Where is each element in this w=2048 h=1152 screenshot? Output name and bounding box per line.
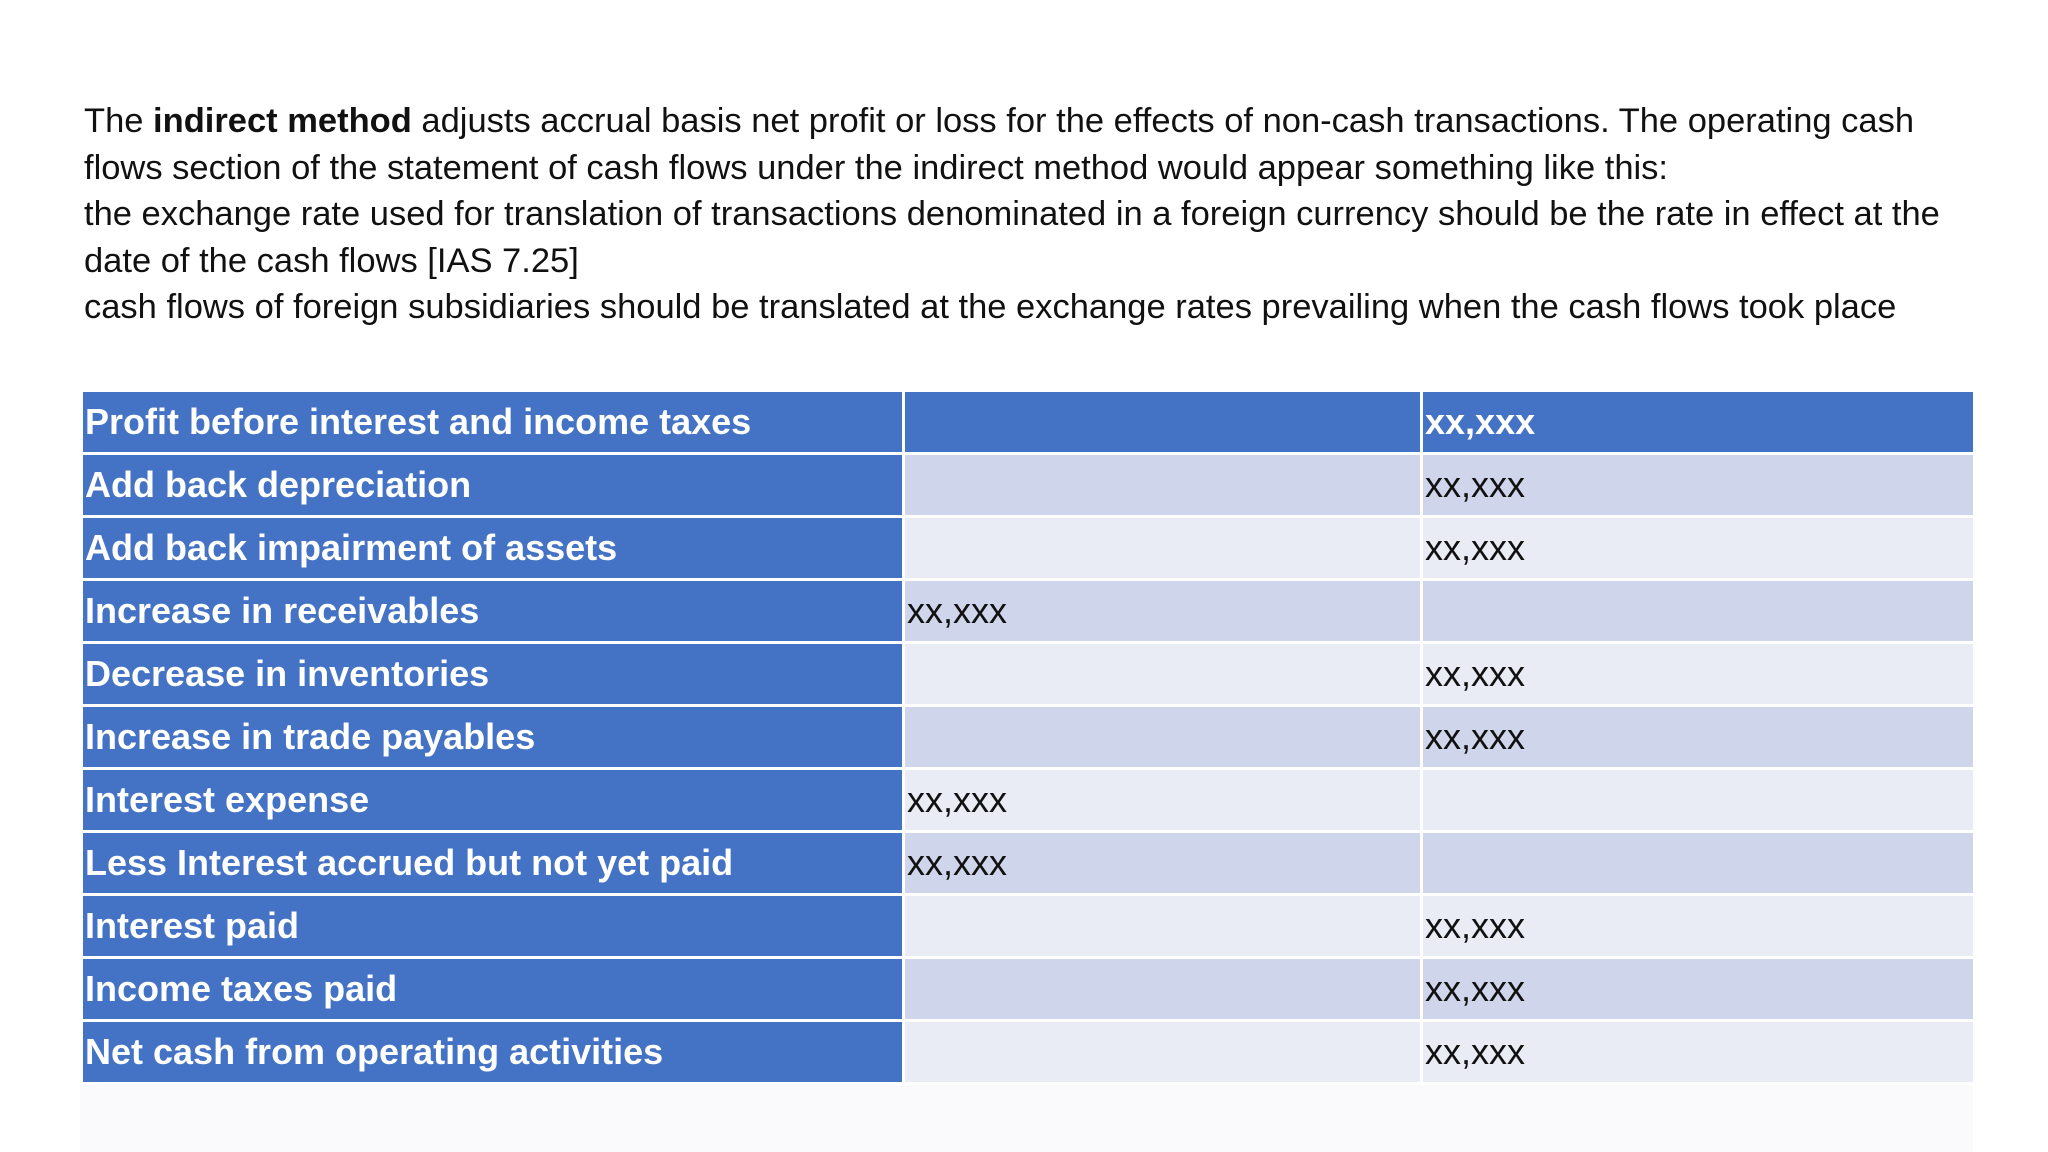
- table-row: [82, 454, 1975, 517]
- row-value-col3: [1422, 769, 1975, 832]
- row-value-col3: xx,xxx: [1422, 454, 1975, 517]
- row-label: Less Interest accrued but not yet paid: [82, 832, 904, 895]
- slide-footer-band: [80, 1085, 1973, 1152]
- table-row: [82, 769, 1975, 832]
- intro-bold-term: indirect method: [153, 102, 412, 140]
- table-row: [82, 391, 1975, 454]
- intro-paragraph: [84, 98, 1984, 191]
- table-row: [82, 832, 1975, 895]
- row-value-col3: [1422, 580, 1975, 643]
- operating-cash-flows-table: [80, 389, 1976, 1085]
- foreign-subsidiaries-note: cash flows of foreign subsidiaries should be translated at the exchange rates prevailing when the cash flows took place: [84, 288, 1897, 326]
- table-row: [82, 895, 1975, 958]
- row-value-col2: [904, 1021, 1422, 1084]
- row-label: Interest paid: [82, 895, 904, 958]
- table-row: [82, 517, 1975, 580]
- intro-part1: The: [84, 102, 154, 140]
- row-value-col2: [904, 643, 1422, 706]
- row-label: Profit before interest and income taxes: [82, 391, 904, 454]
- row-value-col2: [904, 895, 1422, 958]
- row-value-col3: xx,xxx: [1422, 958, 1975, 1021]
- row-value-col2: [904, 706, 1422, 769]
- row-label: Add back depreciation: [82, 454, 904, 517]
- row-label: Decrease in inventories: [82, 643, 904, 706]
- table-row: [82, 1021, 1975, 1084]
- row-label: Increase in receivables: [82, 580, 904, 643]
- table-row: [82, 958, 1975, 1021]
- table-row: [82, 580, 1975, 643]
- intro-part2: adjusts accrual basis net profit or loss for the effects of non-cash transactions. The operating cash flows section of the statement of cash flows under the indirect method would appear something like this:: [84, 102, 1915, 187]
- table-row: [82, 643, 1975, 706]
- cash-flow-table: [80, 389, 1973, 1085]
- row-label: Interest expense: [82, 769, 904, 832]
- row-label: Income taxes paid: [82, 958, 904, 1021]
- row-value-col2: [904, 958, 1422, 1021]
- row-label: Increase in trade payables: [82, 706, 904, 769]
- intro-text: [84, 98, 1984, 331]
- row-value-col3: xx,xxx: [1422, 643, 1975, 706]
- row-value-col2: [904, 454, 1422, 517]
- row-value-col2: xx,xxx: [904, 769, 1422, 832]
- row-label: Add back impairment of assets: [82, 517, 904, 580]
- row-value-col3: [1422, 832, 1975, 895]
- row-value-col2: [904, 391, 1422, 454]
- row-value-col3: xx,xxx: [1422, 895, 1975, 958]
- row-value-col3: xx,xxx: [1422, 706, 1975, 769]
- table-row: [82, 706, 1975, 769]
- row-label: Net cash from operating activities: [82, 1021, 904, 1084]
- exchange-rate-note: the exchange rate used for translation of transactions denominated in a foreign currency should be the rate in effect at the date of the cash flows [IAS 7.25]: [84, 195, 1940, 280]
- row-value-col3: xx,xxx: [1422, 517, 1975, 580]
- row-value-col3: xx,xxx: [1422, 1021, 1975, 1084]
- row-value-col2: [904, 517, 1422, 580]
- row-value-col2: xx,xxx: [904, 832, 1422, 895]
- row-value-col3: xx,xxx: [1422, 391, 1975, 454]
- row-value-col2: xx,xxx: [904, 580, 1422, 643]
